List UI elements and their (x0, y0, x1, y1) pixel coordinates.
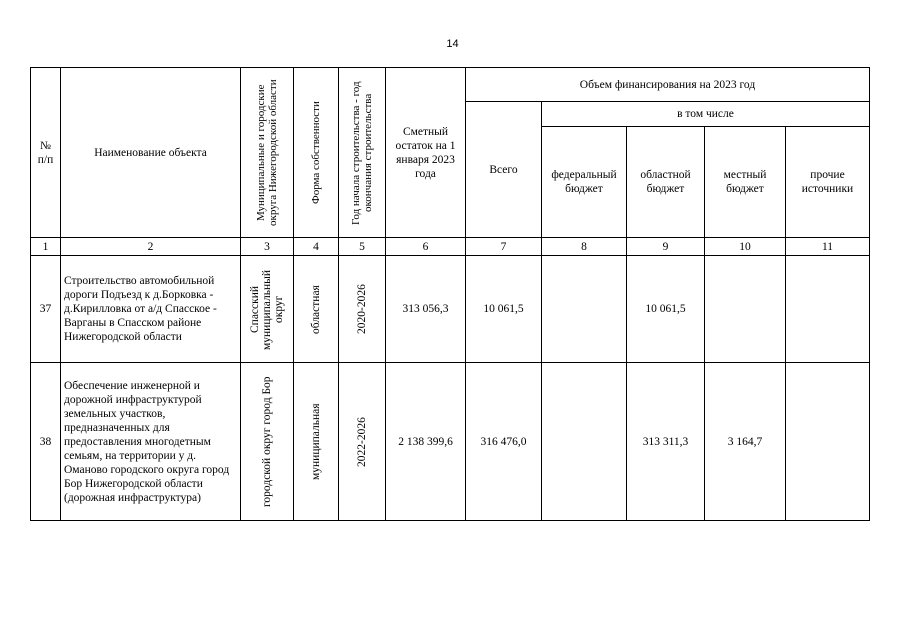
row-name: Строительство автомобильной дороги Подъезд к д.Борковка - д.Кирилловка от а/д Спасское - Варганы в Спасском районе Нижегородской области (61, 256, 241, 363)
header-balance: Сметный остаток на 1 января 2023 года (386, 68, 466, 238)
row-local (705, 256, 786, 363)
row-regional: 313 311,3 (627, 363, 705, 521)
row-regional: 10 061,5 (627, 256, 705, 363)
row-ownership-cell (294, 363, 339, 521)
row-name: Обеспечение инженерной и дорожной инфраструктурой земельных участков, предназначенных для предоставления многодетным семьям, на территории у д. Оманово городского округа город Бор Нижегородской области (дорожная инфраструктура) (61, 363, 241, 521)
header-other: прочие источники (786, 127, 870, 238)
row-federal (542, 363, 627, 521)
row-years-cell (339, 256, 386, 363)
row-other (786, 256, 870, 363)
table-row (31, 363, 870, 521)
col-num-5: 5 (339, 238, 386, 256)
header-federal: федеральный бюджет (542, 127, 627, 238)
col-num-3: 3 (241, 238, 294, 256)
row-other (786, 363, 870, 521)
col-num-9: 9 (627, 238, 705, 256)
col-num-4: 4 (294, 238, 339, 256)
row-balance: 313 056,3 (386, 256, 466, 363)
col-num-11: 11 (786, 238, 870, 256)
col-num-7: 7 (466, 238, 542, 256)
header-ownership (294, 68, 339, 238)
header-name: Наименование объекта (61, 68, 241, 238)
row-num: 38 (31, 363, 61, 521)
table-row (31, 256, 870, 363)
header-years-text: Год начала строительства - год окончания строительства (350, 80, 374, 225)
row-years: 2020-2026 (356, 284, 368, 334)
col-num-8: 8 (542, 238, 627, 256)
col-num-2: 2 (61, 238, 241, 256)
financing-table (30, 67, 870, 521)
header-municipal-text: Муниципальные и городские округа Нижегородской области (255, 79, 279, 226)
row-municipal: Спасский муниципальный округ (249, 268, 285, 350)
header-financing: Объем финансирования на 2023 год (466, 68, 870, 102)
row-years: 2022-2026 (356, 416, 368, 467)
row-total: 316 476,0 (466, 363, 542, 521)
row-balance: 2 138 399,6 (386, 363, 466, 521)
row-ownership-cell (294, 256, 339, 363)
page-number: 14 (446, 38, 459, 50)
header-including: в том числе (542, 102, 870, 127)
row-municipal: городской округ город Бор (261, 376, 273, 507)
header-regional: областной бюджет (627, 127, 705, 238)
row-ownership: муниципальная (310, 403, 322, 480)
header-municipal (241, 68, 294, 238)
row-ownership: областная (310, 284, 322, 334)
row-local: 3 164,7 (705, 363, 786, 521)
row-municipal-cell (241, 256, 294, 363)
column-number-row (31, 238, 870, 256)
row-municipal-cell (241, 363, 294, 521)
col-num-6: 6 (386, 238, 466, 256)
header-row-1 (31, 68, 870, 102)
header-years (339, 68, 386, 238)
row-num: 37 (31, 256, 61, 363)
header-ownership-text: Форма собственности (310, 101, 322, 204)
col-num-10: 10 (705, 238, 786, 256)
header-local: местный бюджет (705, 127, 786, 238)
header-total: Всего (466, 102, 542, 238)
row-federal (542, 256, 627, 363)
col-num-1: 1 (31, 238, 61, 256)
row-total: 10 061,5 (466, 256, 542, 363)
row-years-cell (339, 363, 386, 521)
header-num: № п/п (31, 68, 61, 238)
